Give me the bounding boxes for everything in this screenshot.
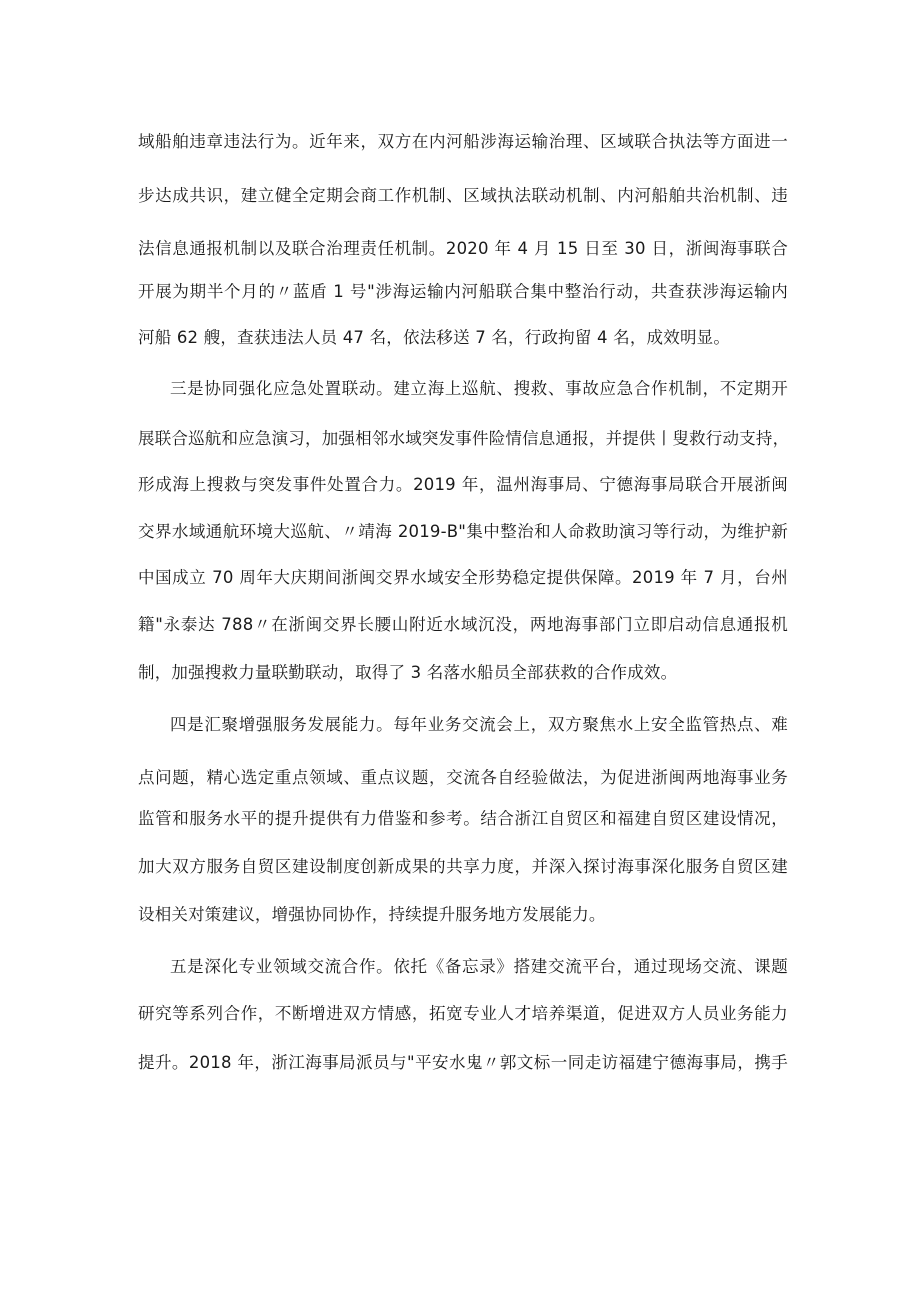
text-line: 展联合巡航和应急演习，加强相邻水域突发事件险情信息通报，并提供丨叟救行动支持，: [138, 429, 790, 448]
text-line: 研究等系列合作，不断增进双方情感，拓宽专业人才培养渠道，促进双方人员业务能力: [138, 1004, 788, 1023]
text-line: 形成海上搜救与突发事件处置合力。2019 年，温州海事局、宁德海事局联合开展浙闽: [138, 475, 788, 494]
text-line: 河船 62 艘，查获违法人员 47 名，依法移送 7 名，行政拘留 4 名，成效明显。: [138, 328, 731, 347]
text-line: 中国成立 70 周年大庆期间浙闽交界水域安全形势稳定提供保障。2019 年 7 月，台州: [138, 568, 788, 587]
text-line: 加大双方服务自贸区建设制度创新成果的共享力度，并深入探讨海事深化服务自贸区建: [138, 857, 788, 876]
text-line: 开展为期半个月的〃蓝盾 1 号"涉海运输内河船联合集中整治行动，共查获涉海运输内: [138, 282, 788, 301]
text-line: 法信息通报机制以及联合治理责任机制。2020 年 4 月 15 日至 30 日，浙闽海事联合: [138, 239, 788, 258]
text-line: 提升。2018 年，浙江海事局派员与"平安水鬼〃郭文标一同走访福建宁德海事局，携手: [138, 1053, 788, 1072]
text-line: 籍"永泰达 788〃在浙闽交界长腰山附近水域沉没，两地海事部门立即启动信息通报机: [138, 615, 788, 634]
text-line: 设相关对策建议，增强协同协作，持续提升服务地方发展能力。: [138, 905, 606, 924]
text-line: 交界水域通航环境大巡航、〃靖海 2019-B"集中整治和人命救助演习等行动，为维护新: [138, 522, 788, 541]
paragraph-start-line: 四是汇聚增强服务发展能力。每年业务交流会上，双方聚焦水上安全监管热点、难: [170, 715, 788, 734]
paragraph-start-line: 五是深化专业领域交流合作。依托《备忘录》搭建交流平台，通过现场交流、课题: [170, 957, 788, 976]
text-line: 点问题，精心选定重点领域、重点议题，交流各自经验做法，为促进浙闽两地海事业务: [138, 768, 788, 787]
text-line: 制，加强搜救力量联勤联动，取得了 3 名落水船员全部获救的合作成效。: [138, 663, 678, 682]
text-line: 监管和服务水平的提升提供有力借鉴和参考。结合浙江自贸区和福建自贸区建设情况，: [138, 809, 788, 828]
text-line: 步达成共识，建立健全定期会商工作机制、区域执法联动机制、内河船舶共治机制、违: [138, 186, 788, 205]
paragraph-start-line: 三是协同强化应急处置联动。建立海上巡航、搜救、事故应急合作机制，不定期开: [170, 379, 788, 398]
text-line: 域船舶违章违法行为。近年来，双方在内河船涉海运输治理、区域联合执法等方面进一: [138, 132, 788, 151]
